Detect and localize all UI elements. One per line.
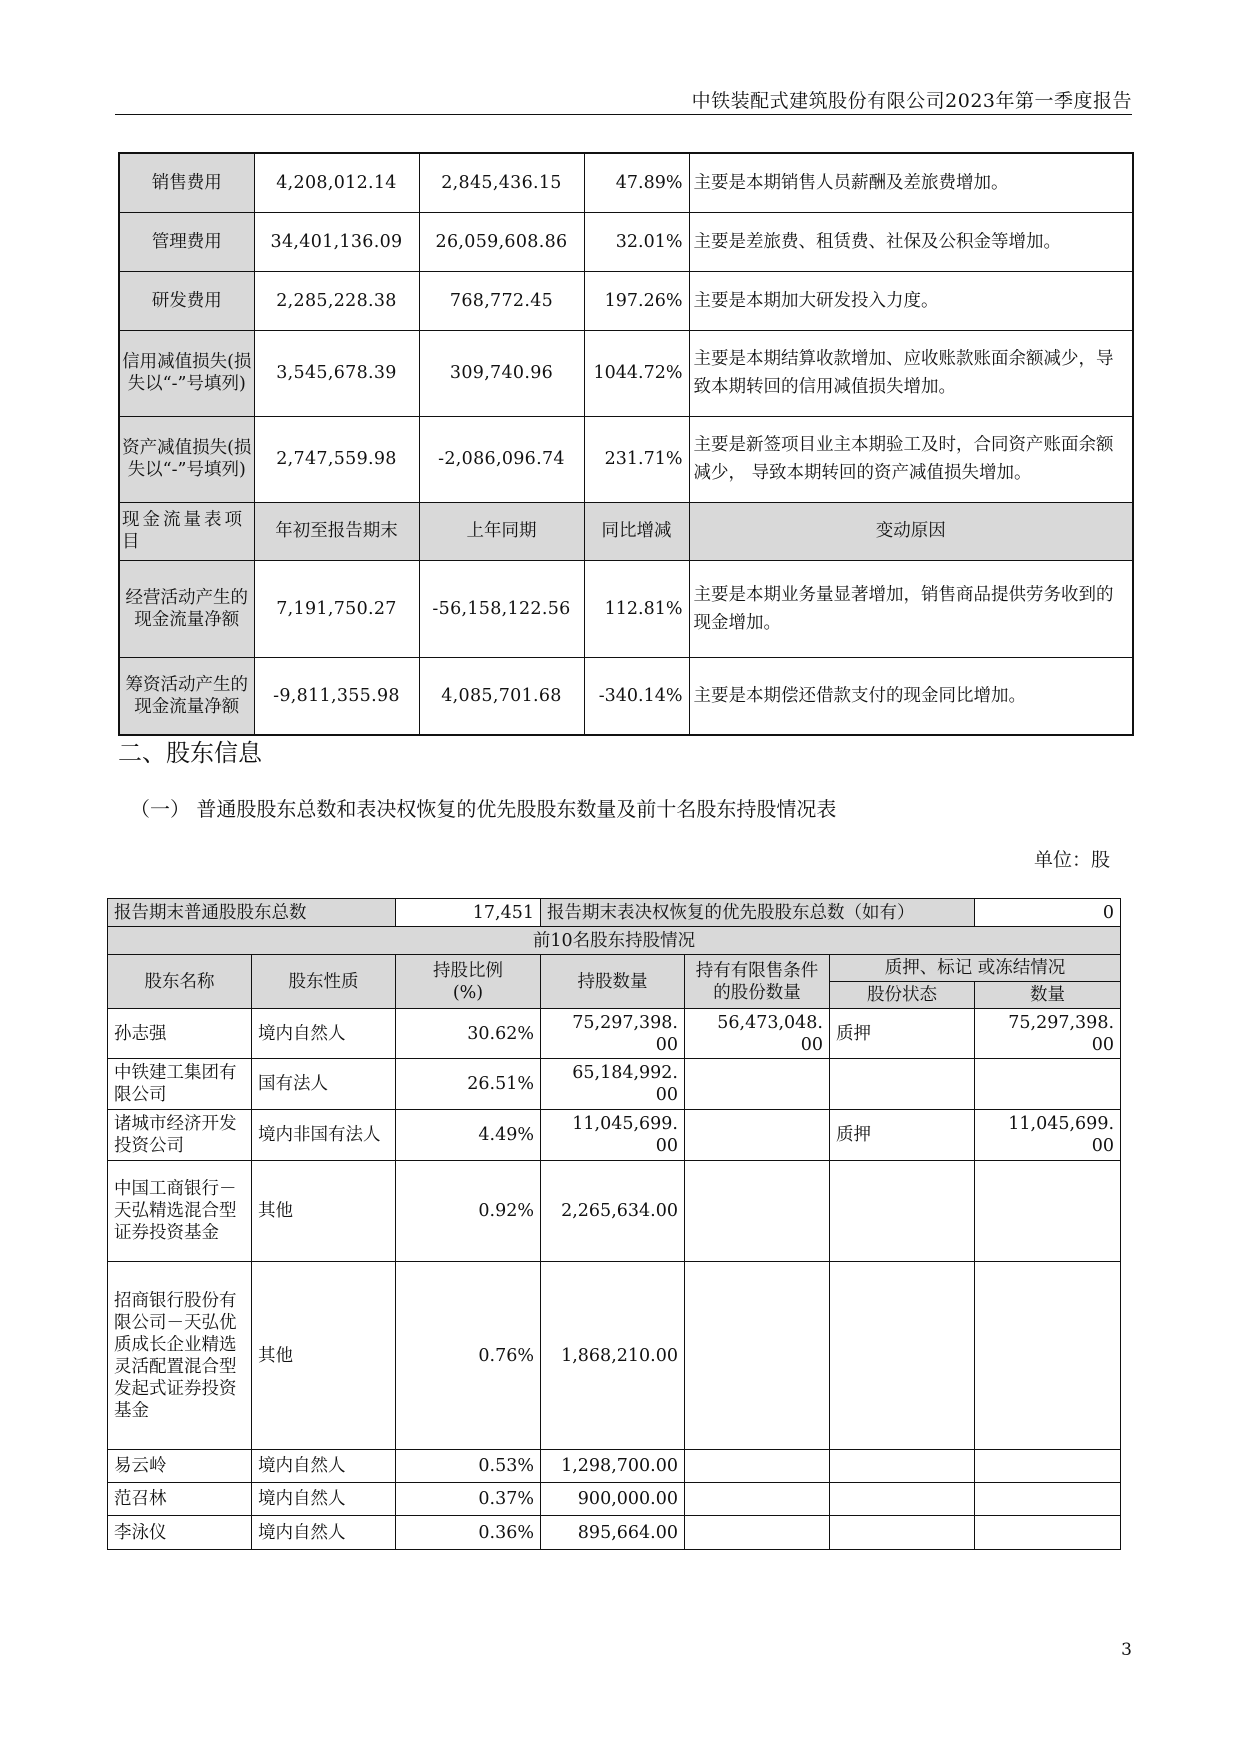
item-name: 销售费用 — [119, 153, 254, 212]
table-row — [119, 416, 1133, 502]
holder-name: 李泳仪 — [108, 1516, 252, 1550]
item-name: 筹资活动产生的现金流量净额 — [119, 657, 254, 735]
page-number: 3 — [1121, 1640, 1132, 1660]
header-pledge-group: 质押、标记 或冻结情况 — [830, 955, 1121, 982]
current-value: -9,811,355.98 — [254, 657, 419, 735]
pledge-status — [830, 1161, 975, 1262]
unit-label: 单位：股 — [1033, 849, 1110, 871]
prior-value: 768,772.45 — [419, 271, 584, 330]
table-row — [119, 657, 1133, 735]
pledge-amount — [975, 1483, 1121, 1516]
pledge-status — [830, 1483, 975, 1516]
holder-ratio: 0.53% — [396, 1450, 541, 1483]
change-reason: 主要是本期偿还借款支付的现金同比增加。 — [689, 657, 1133, 735]
pledge-status: 质押 — [830, 1009, 975, 1059]
change-percent: -340.14% — [584, 657, 689, 735]
holder-shares: 895,664.00 — [541, 1516, 685, 1550]
item-name: 资产减值损失(损失以“-”号填列) — [119, 416, 254, 502]
holder-name: 范召林 — [108, 1483, 252, 1516]
top10-title-row — [108, 927, 1121, 955]
holder-nature: 境内自然人 — [252, 1483, 396, 1516]
change-percent: 32.01% — [584, 212, 689, 271]
change-header: 同比增减 — [584, 502, 689, 560]
header-shares: 持股数量 — [541, 955, 685, 1009]
pledge-amount — [975, 1450, 1121, 1483]
change-percent: 1044.72% — [584, 330, 689, 416]
section-subtitle: （一） 普通股股东总数和表决权恢复的优先股股东数量及前十名股东持股情况表 — [130, 797, 837, 821]
holder-restricted: 56,473,048.00 — [685, 1009, 830, 1059]
prior-value: 26,059,608.86 — [419, 212, 584, 271]
pref-holders-value: 0 — [975, 899, 1121, 927]
prior-value: -56,158,122.56 — [419, 560, 584, 657]
table-row — [108, 1161, 1121, 1262]
holder-shares: 11,045,699.00 — [541, 1110, 685, 1161]
table-row — [119, 560, 1133, 657]
cashflow-item-header: 现金流量表项目 — [119, 502, 254, 560]
section-title: 二、股东信息 — [118, 739, 262, 767]
change-reason: 主要是本期结算收款增加、应收账款账面余额减少，导致本期转回的信用减值损失增加。 — [689, 330, 1133, 416]
holder-nature: 境内非国有法人 — [252, 1110, 396, 1161]
holder-restricted — [685, 1450, 830, 1483]
holder-shares: 1,298,700.00 — [541, 1450, 685, 1483]
holder-name: 孙志强 — [108, 1009, 252, 1059]
pledge-amount — [975, 1516, 1121, 1550]
change-reason: 主要是本期加大研发投入力度。 — [689, 271, 1133, 330]
change-percent: 231.71% — [584, 416, 689, 502]
holder-nature: 国有法人 — [252, 1059, 396, 1110]
pledge-status — [830, 1450, 975, 1483]
holder-shares: 75,297,398.00 — [541, 1009, 685, 1059]
change-reason: 主要是差旅费、租赁费、社保及公积金等增加。 — [689, 212, 1133, 271]
table-row — [119, 212, 1133, 271]
holder-restricted — [685, 1161, 830, 1262]
prior-value: 4,085,701.68 — [419, 657, 584, 735]
pledge-status — [830, 1516, 975, 1550]
holder-shares: 900,000.00 — [541, 1483, 685, 1516]
current-header: 年初至报告期末 — [254, 502, 419, 560]
prior-value: -2,086,096.74 — [419, 416, 584, 502]
holder-ratio: 0.76% — [396, 1262, 541, 1450]
header-name: 股东名称 — [108, 955, 252, 1009]
header-ratio: 持股比例(%) — [396, 955, 541, 1009]
change-percent: 197.26% — [584, 271, 689, 330]
current-value: 3,545,678.39 — [254, 330, 419, 416]
header-row — [108, 955, 1121, 982]
pledge-amount — [975, 1262, 1121, 1450]
holder-nature: 境内自然人 — [252, 1516, 396, 1550]
reason-header: 变动原因 — [689, 502, 1133, 560]
table-row — [119, 330, 1133, 416]
change-percent: 47.89% — [584, 153, 689, 212]
top10-title: 前10名股东持股情况 — [108, 927, 1121, 955]
pledge-status: 质押 — [830, 1110, 975, 1161]
change-reason: 主要是新签项目业主本期验工及时，合同资产账面余额减少， 导致本期转回的资产减值损失增加。 — [689, 416, 1133, 502]
current-value: 7,191,750.27 — [254, 560, 419, 657]
holder-restricted — [685, 1059, 830, 1110]
current-value: 2,285,228.38 — [254, 271, 419, 330]
holder-name: 中铁建工集团有限公司 — [108, 1059, 252, 1110]
holder-nature: 其他 — [252, 1262, 396, 1450]
holder-name: 诸城市经济开发投资公司 — [108, 1110, 252, 1161]
current-value: 34,401,136.09 — [254, 212, 419, 271]
shareholder-table — [107, 898, 1121, 1550]
change-reason: 主要是本期业务量显著增加，销售商品提供劳务收到的现金增加。 — [689, 560, 1133, 657]
holder-ratio: 4.49% — [396, 1110, 541, 1161]
totals-row — [108, 899, 1121, 927]
change-analysis-table — [118, 152, 1134, 736]
current-value: 2,747,559.98 — [254, 416, 419, 502]
holder-ratio: 0.36% — [396, 1516, 541, 1550]
pledge-amount: 11,045,699.00 — [975, 1110, 1121, 1161]
holder-name: 易云岭 — [108, 1450, 252, 1483]
pledge-status — [830, 1059, 975, 1110]
total-holders-label: 报告期末普通股股东总数 — [108, 899, 396, 927]
table-row — [108, 1483, 1121, 1516]
header-pledge-status: 股份状态 — [830, 982, 975, 1009]
table-row — [108, 1110, 1121, 1161]
item-name: 经营活动产生的现金流量净额 — [119, 560, 254, 657]
holder-shares: 1,868,210.00 — [541, 1262, 685, 1450]
header-divider — [115, 114, 1132, 115]
report-header-title: 中铁装配式建筑股份有限公司2023年第一季度报告 — [691, 90, 1132, 112]
change-percent: 112.81% — [584, 560, 689, 657]
prior-value: 309,740.96 — [419, 330, 584, 416]
pledge-amount — [975, 1059, 1121, 1110]
holder-nature: 境内自然人 — [252, 1009, 396, 1059]
item-name: 管理费用 — [119, 212, 254, 271]
holder-restricted — [685, 1110, 830, 1161]
pref-holders-label: 报告期末表决权恢复的优先股股东总数（如有） — [541, 899, 975, 927]
holder-ratio: 0.37% — [396, 1483, 541, 1516]
holder-name: 中国工商银行－天弘精选混合型证券投资基金 — [108, 1161, 252, 1262]
holder-nature: 境内自然人 — [252, 1450, 396, 1483]
cashflow-header-row — [119, 502, 1133, 560]
header-pledge-amount: 数量 — [975, 982, 1121, 1009]
prior-header: 上年同期 — [419, 502, 584, 560]
change-reason: 主要是本期销售人员薪酬及差旅费增加。 — [689, 153, 1133, 212]
pledge-amount: 75,297,398.00 — [975, 1009, 1121, 1059]
current-value: 4,208,012.14 — [254, 153, 419, 212]
holder-nature: 其他 — [252, 1161, 396, 1262]
holder-restricted — [685, 1483, 830, 1516]
table-row — [108, 1450, 1121, 1483]
table-row — [119, 153, 1133, 212]
table-row — [119, 271, 1133, 330]
header-nature: 股东性质 — [252, 955, 396, 1009]
holder-shares: 2,265,634.00 — [541, 1161, 685, 1262]
table-row — [108, 1059, 1121, 1110]
total-holders-value: 17,451 — [396, 899, 541, 927]
item-name: 信用减值损失(损失以“-”号填列) — [119, 330, 254, 416]
pledge-amount — [975, 1161, 1121, 1262]
header-restricted: 持有有限售条件的股份数量 — [685, 955, 830, 1009]
prior-value: 2,845,436.15 — [419, 153, 584, 212]
holder-ratio: 0.92% — [396, 1161, 541, 1262]
holder-restricted — [685, 1516, 830, 1550]
holder-ratio: 30.62% — [396, 1009, 541, 1059]
item-name: 研发费用 — [119, 271, 254, 330]
pledge-status — [830, 1262, 975, 1450]
holder-name: 招商银行股份有限公司－天弘优质成长企业精选灵活配置混合型发起式证券投资基金 — [108, 1262, 252, 1450]
holder-shares: 65,184,992.00 — [541, 1059, 685, 1110]
table-row — [108, 1516, 1121, 1550]
table-row — [108, 1009, 1121, 1059]
holder-restricted — [685, 1262, 830, 1450]
table-row — [108, 1262, 1121, 1450]
holder-ratio: 26.51% — [396, 1059, 541, 1110]
